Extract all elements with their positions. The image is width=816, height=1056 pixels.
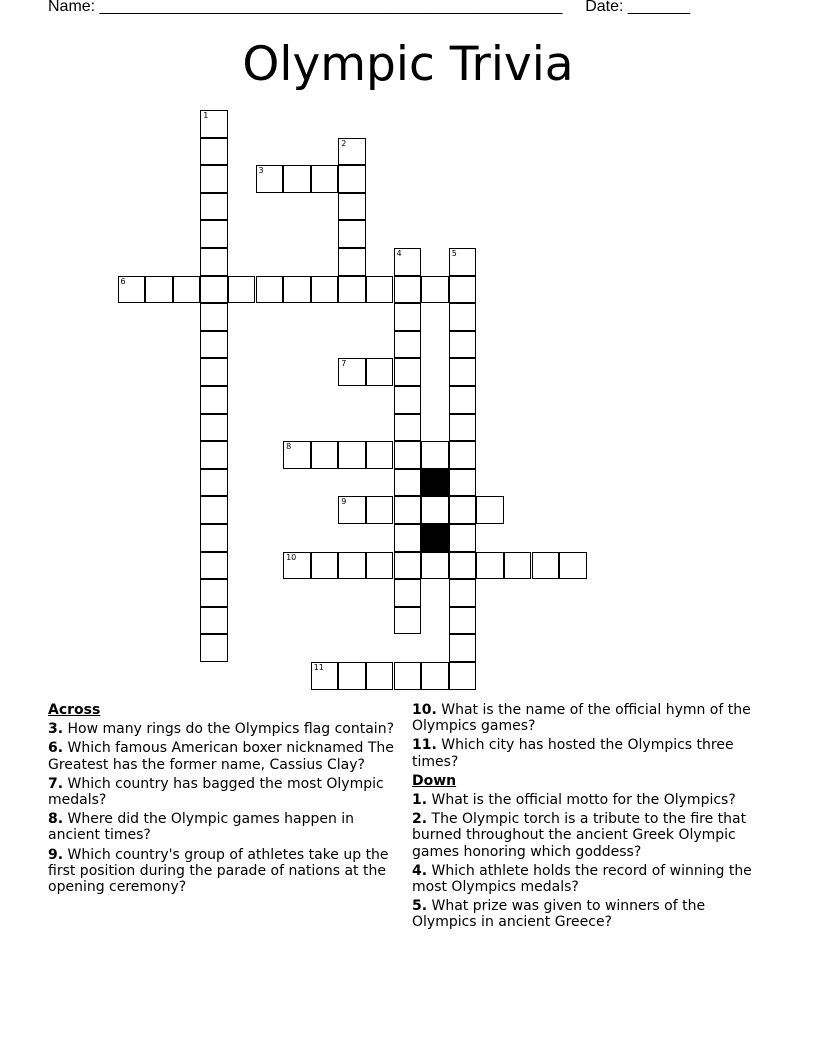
grid-cell[interactable] [366, 276, 394, 304]
grid-cell[interactable] [449, 358, 477, 386]
grid-cell[interactable] [559, 552, 587, 580]
grid-cell[interactable] [449, 634, 477, 662]
grid-cell[interactable] [311, 552, 339, 580]
grid-cell[interactable] [200, 414, 228, 442]
grid-cell[interactable] [118, 276, 146, 304]
clue-across-9: 9. Which country's group of athletes take up the first position during the parade of nations at the opening ceremony? [48, 846, 389, 896]
clue-across-10: 10. What is the name of the official hymn of the Olympics games? [412, 702, 751, 735]
clue-number: 8 [286, 442, 292, 452]
down-heading: Down [412, 772, 457, 789]
grid-cell[interactable] [449, 303, 477, 331]
name-label: Name: [48, 0, 96, 15]
page-title: Olympic Trivia [242, 37, 574, 92]
grid-cell[interactable] [338, 220, 366, 248]
grid-cell[interactable] [449, 414, 477, 442]
grid-cell[interactable] [145, 276, 173, 304]
clues-left-column [48, 702, 398, 898]
grid-cell[interactable] [338, 552, 366, 580]
grid-cell[interactable] [283, 276, 311, 304]
grid-cell[interactable] [532, 552, 560, 580]
clue-number: 11 [313, 663, 324, 672]
grid-cell[interactable] [283, 441, 311, 469]
grid-cell[interactable] [421, 662, 449, 690]
clue-across-7: 7. Which country has bagged the most Olympic medals? [48, 775, 384, 809]
grid-cell[interactable] [394, 248, 422, 276]
grid-cell[interactable] [449, 552, 477, 580]
grid-cell[interactable] [200, 607, 228, 635]
grid-cell[interactable] [449, 386, 477, 414]
grid-cell[interactable] [338, 441, 366, 469]
clue-down-5: 5. What prize was given to winners of the Olympics in ancient Greece? [412, 898, 706, 931]
grid-cell[interactable] [200, 469, 228, 497]
grid-cell[interactable] [449, 331, 477, 359]
clue-number: 10 [286, 552, 297, 562]
grid-cell[interactable] [449, 662, 477, 690]
grid-cell[interactable] [449, 469, 477, 497]
grid-cell[interactable] [394, 414, 422, 442]
clue-number: 7 [341, 359, 347, 369]
clue-across-11: 11. Which city has hosted the Olympics three times? [412, 737, 734, 770]
grid-cell[interactable] [200, 634, 228, 662]
grid-cell[interactable] [200, 276, 228, 304]
grid-cell[interactable] [200, 110, 228, 138]
grid-cell[interactable] [200, 331, 228, 359]
date-label: Date: [585, 0, 624, 15]
grid-cell[interactable] [173, 276, 201, 304]
grid-cell[interactable] [366, 662, 394, 690]
grid-cell[interactable] [338, 138, 366, 166]
black-cell [421, 469, 449, 497]
grid-cell[interactable] [338, 248, 366, 276]
grid-cell[interactable] [311, 662, 339, 690]
grid-cell[interactable] [256, 165, 284, 193]
clue-across-8: 8. Where did the Olympic games happen in ancient times? [48, 811, 355, 844]
grid-cell[interactable] [338, 358, 366, 386]
grid-cell[interactable] [200, 441, 228, 469]
grid-cell[interactable] [338, 193, 366, 221]
grid-cell[interactable] [394, 386, 422, 414]
clue-down-4: 4. Which athlete holds the record of winning the most Olympics medals? [412, 862, 752, 896]
grid-cell[interactable] [394, 579, 422, 607]
grid-cell[interactable] [449, 579, 477, 607]
clues-right-column [412, 702, 762, 934]
clue-number: 5 [451, 249, 457, 258]
grid-cell[interactable] [476, 552, 504, 580]
clue-down-2: 2. The Olympic torch is a tribute to the fire that burned throughout the ancient Greek Olympic games honoring which goddess? [412, 811, 747, 860]
grid-cell[interactable] [200, 193, 228, 221]
grid-cell[interactable] [311, 165, 339, 193]
grid-cell[interactable] [366, 358, 394, 386]
date-blank[interactable]: _______ [627, 0, 691, 15]
grid-cell[interactable] [421, 276, 449, 304]
grid-cell[interactable] [394, 303, 422, 331]
grid-cell[interactable] [228, 276, 256, 304]
grid-cell[interactable] [200, 138, 228, 166]
grid-cell[interactable] [421, 496, 449, 524]
grid-cell[interactable] [200, 248, 228, 276]
grid-cell[interactable] [200, 220, 228, 248]
grid-cell[interactable] [366, 552, 394, 580]
grid-cell[interactable] [394, 276, 422, 304]
clue-number: 2 [341, 138, 347, 148]
grid-cell[interactable] [338, 165, 366, 193]
grid-cell[interactable] [394, 552, 422, 580]
grid-cell[interactable] [200, 303, 228, 331]
grid-cell[interactable] [283, 165, 311, 193]
clue-number: 4 [396, 249, 402, 258]
grid-cell[interactable] [311, 276, 339, 304]
grid-cell[interactable] [200, 386, 228, 414]
grid-cell[interactable] [338, 276, 366, 304]
grid-cell[interactable] [338, 496, 366, 524]
grid-cell[interactable] [256, 276, 284, 304]
grid-cell[interactable] [200, 524, 228, 552]
name-blank[interactable]: ____________________________________________________ [99, 0, 563, 15]
grid-cell[interactable] [449, 524, 477, 552]
grid-cell[interactable] [200, 579, 228, 607]
grid-cell[interactable] [283, 552, 311, 580]
grid-cell[interactable] [311, 441, 339, 469]
clue-number: 6 [120, 276, 126, 286]
grid-cell[interactable] [421, 441, 449, 469]
clue-across-6: 6. Which famous American boxer nicknamed The Greatest has the former name, Cassius Clay? [48, 740, 394, 773]
black-cell [421, 524, 449, 552]
grid-cell[interactable] [394, 441, 422, 469]
grid-cell[interactable] [200, 552, 228, 580]
grid-cell[interactable] [504, 552, 532, 580]
grid-cell[interactable] [366, 496, 394, 524]
grid-cell[interactable] [200, 496, 228, 524]
grid-cell[interactable] [449, 496, 477, 524]
grid-cell[interactable] [449, 607, 477, 635]
grid-cell[interactable] [394, 524, 422, 552]
grid-cell[interactable] [394, 469, 422, 497]
grid-cell[interactable] [338, 662, 366, 690]
grid-cell[interactable] [394, 496, 422, 524]
grid-cell[interactable] [394, 358, 422, 386]
grid-cell[interactable] [449, 276, 477, 304]
clue-number: 1 [203, 111, 209, 120]
grid-cell[interactable] [394, 662, 422, 690]
grid-cell[interactable] [394, 607, 422, 635]
grid-cell[interactable] [449, 248, 477, 276]
clue-across-3: 3. How many rings do the Olympics flag contain? [48, 721, 394, 738]
clue-number: 9 [341, 497, 347, 507]
grid-cell[interactable] [449, 441, 477, 469]
grid-cell[interactable] [394, 331, 422, 359]
clue-down-1: 1. What is the official motto for the Olympics? [412, 792, 736, 809]
grid-cell[interactable] [200, 165, 228, 193]
grid-cell[interactable] [476, 496, 504, 524]
clue-number: 3 [258, 166, 264, 176]
grid-cell[interactable] [366, 441, 394, 469]
grid-cell[interactable] [421, 552, 449, 580]
grid-cell[interactable] [200, 358, 228, 386]
across-heading: Across [48, 702, 101, 718]
